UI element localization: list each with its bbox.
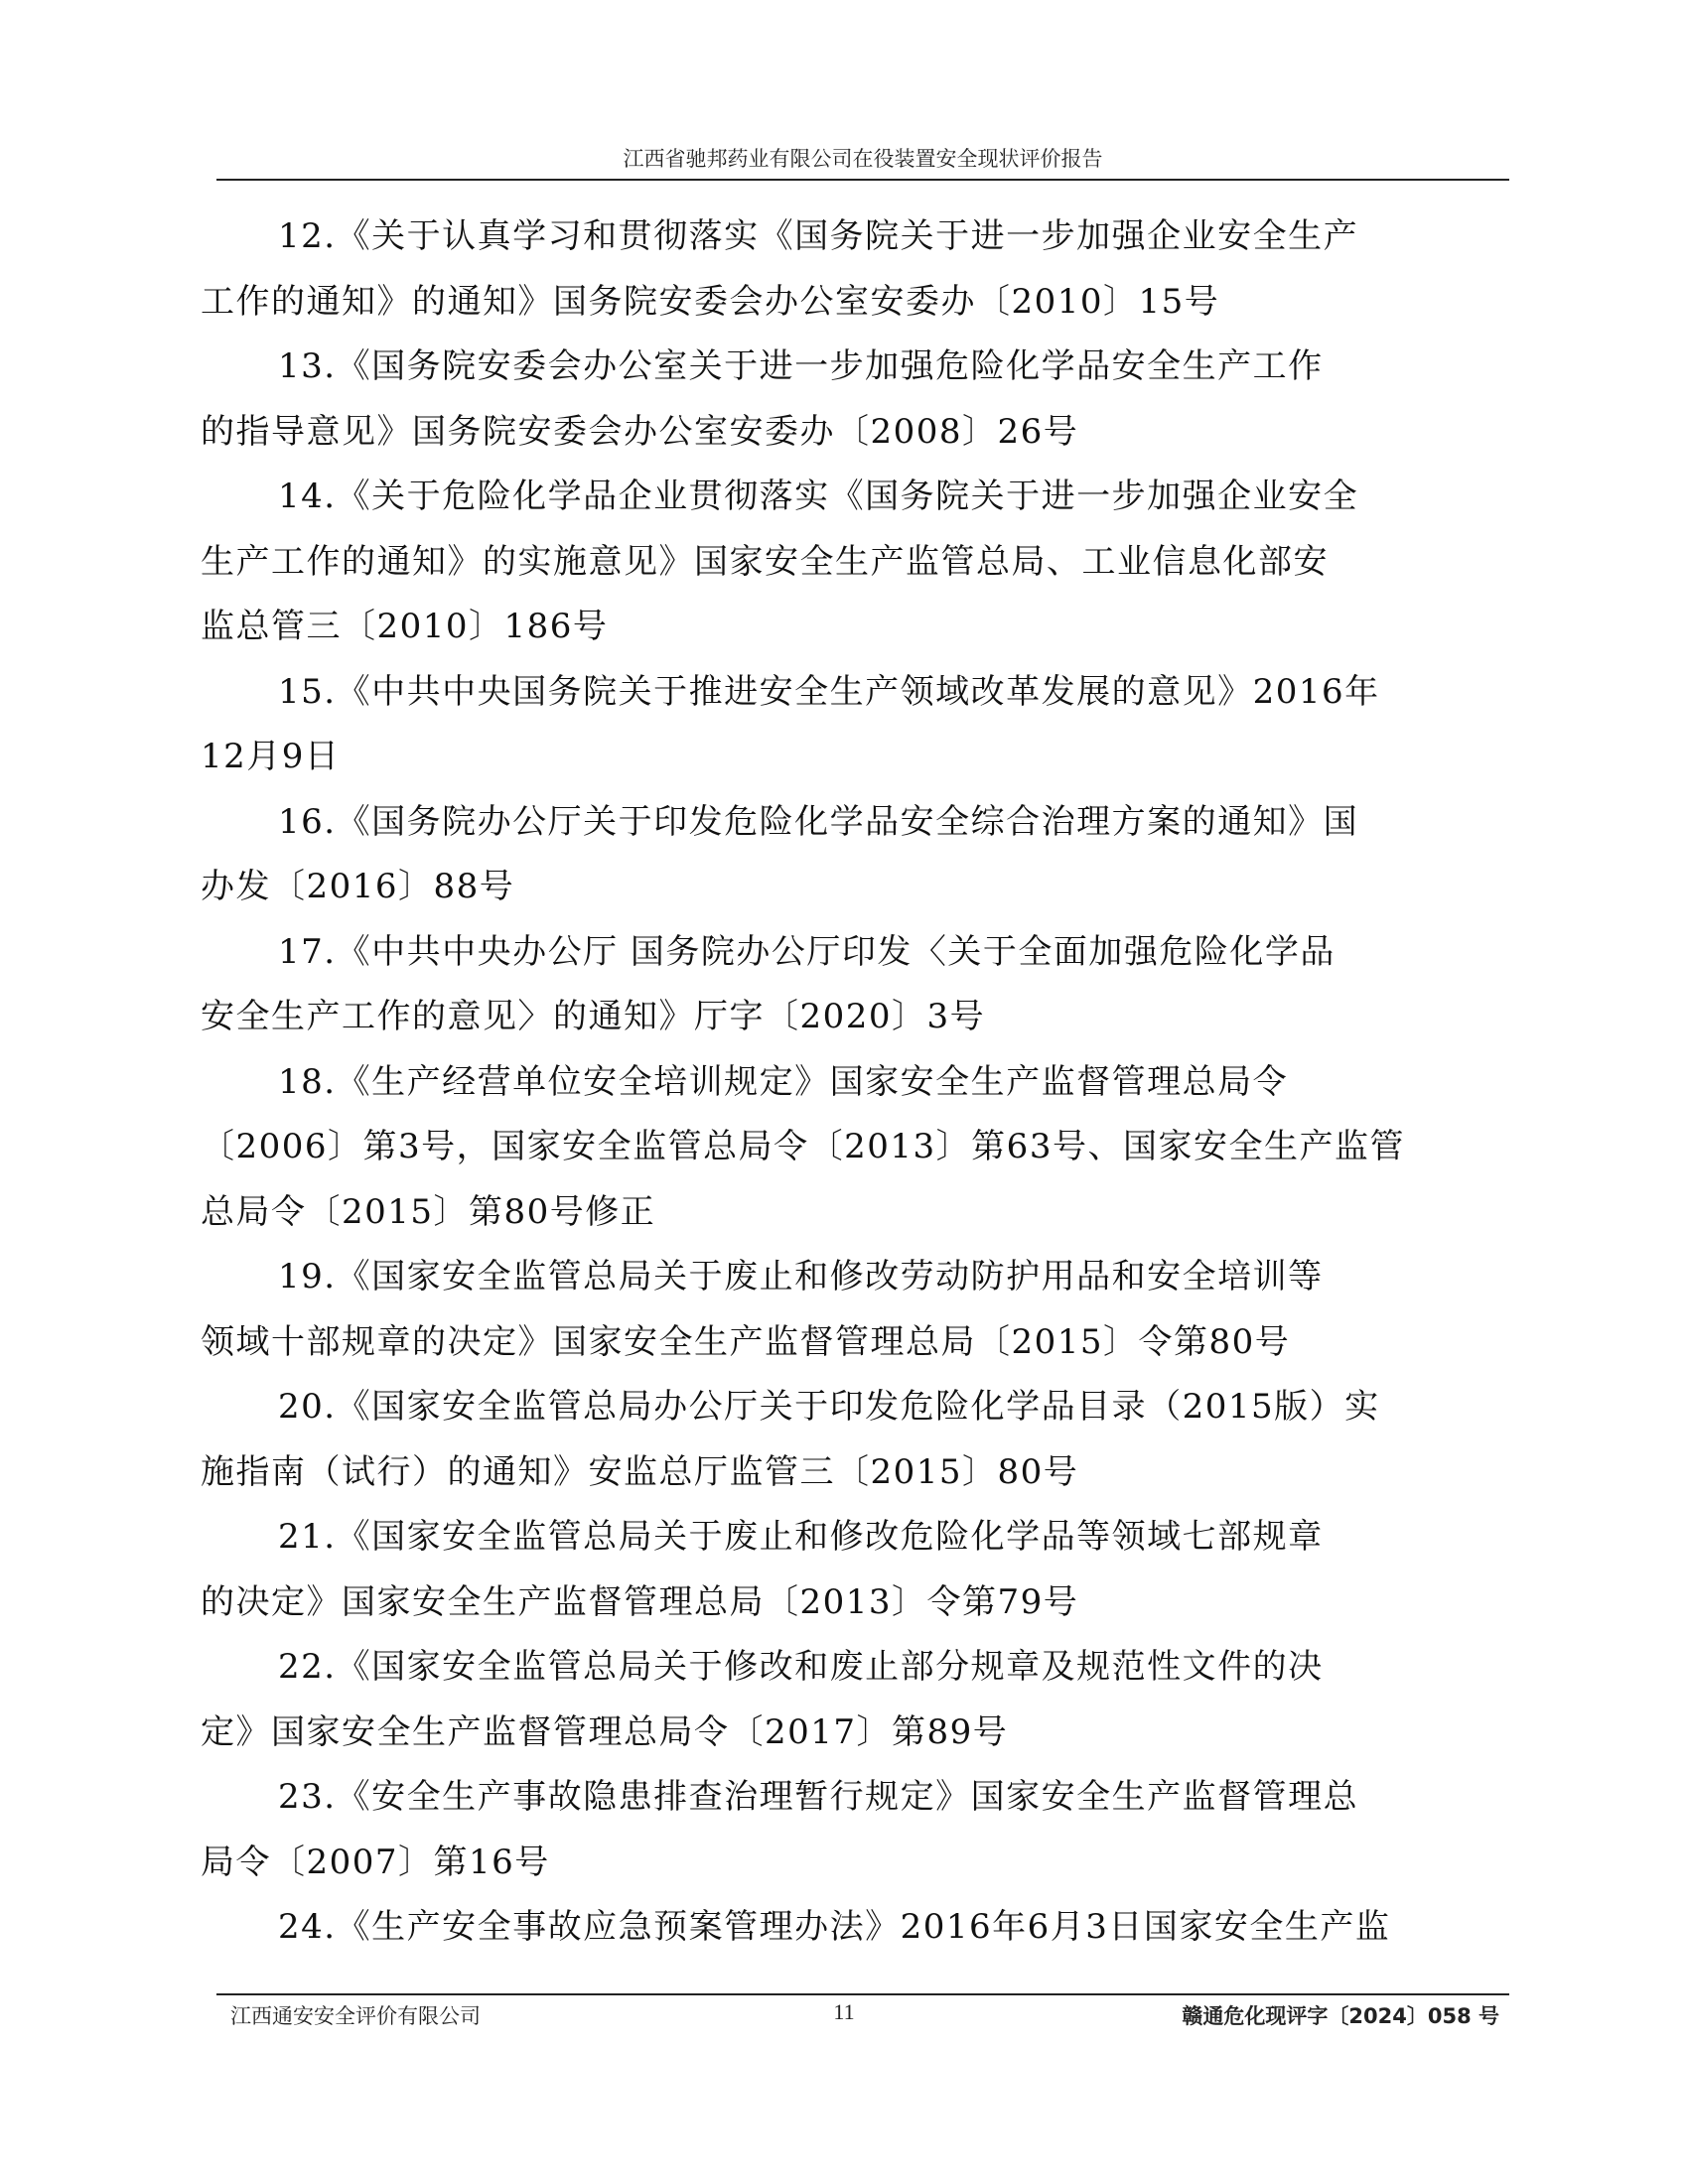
reference-item-19: 19.《国家安全监管总局关于废止和修改劳动防护用品和安全培训等 领域十部规章的决定》国家安全生产监督管理总局〔2015〕令第80号	[201, 1257, 1324, 1362]
reference-item-20: 20.《国家安全监管总局办公厅关于印发危险化学品目录（2015版）实 施指南（试行）的通知》安监总厅监管三〔2015〕80号	[201, 1387, 1380, 1492]
reference-item-24: 24.《生产安全事故应急预案管理办法》2016年6月3日国家安全生产监	[278, 1907, 1391, 1947]
reference-item-23: 23.《安全生产事故隐患排查治理暂行规定》国家安全生产监督管理总 局令〔2007〕第16号	[201, 1777, 1359, 1882]
header-divider	[216, 179, 1509, 181]
reference-item-13: 13.《国务院安委会办公室关于进一步加强危险化学品安全生产工作 的指导意见》国务院安委会办公室安委办〔2008〕26号	[201, 346, 1324, 452]
reference-item-22: 22.《国家安全监管总局关于修改和废止部分规章及规范性文件的决 定》国家安全生产监督管理总局令〔2017〕第89号	[201, 1647, 1324, 1752]
footer-page-number: 11	[833, 1999, 855, 2024]
reference-item-15: 15.《中共中央国务院关于推进安全生产领域改革发展的意见》2016年 12月9日	[201, 671, 1380, 776]
reference-item-18: 18.《生产经营单位安全培训规定》国家安全生产监督管理总局令 〔2006〕第3号，国家安全监管总局令〔2013〕第63号、国家安全生产监管 总局令〔2015〕第80号修正	[201, 1061, 1405, 1232]
footer-document-number: 赣通危化现评字〔2024〕058 号	[1182, 2004, 1499, 2028]
reference-item-12: 12.《关于认真学习和贯彻落实《国务院关于进一步加强企业安全生产 工作的通知》的通知》国务院安委会办公室安委办〔2010〕15号	[201, 216, 1359, 322]
regulation-reference-list	[201, 205, 1519, 1961]
reference-item-21: 21.《国家安全监管总局关于废止和修改危险化学品等领域七部规章 的决定》国家安全生产监督管理总局〔2013〕令第79号	[201, 1517, 1324, 1622]
reference-item-17: 17.《中共中央办公厅 国务院办公厅印发〈关于全面加强危险化学品 安全生产工作的意见〉的通知》厅字〔2020〕3号	[201, 931, 1336, 1036]
reference-item-14: 14.《关于危险化学品企业贯彻落实《国务院关于进一步加强企业安全 生产工作的通知》的实施意见》国家安全生产监管总局、工业信息化部安 监总管三〔2010〕186号	[201, 477, 1359, 646]
page-header-title: 江西省驰邦药业有限公司在役装置安全现状评价报告	[623, 147, 1103, 171]
footer-company-name: 江西通安安全评价有限公司	[230, 2004, 481, 2028]
reference-item-16: 16.《国务院办公厅关于印发危险化学品安全综合治理方案的通知》国 办发〔2016〕88号	[201, 801, 1359, 906]
